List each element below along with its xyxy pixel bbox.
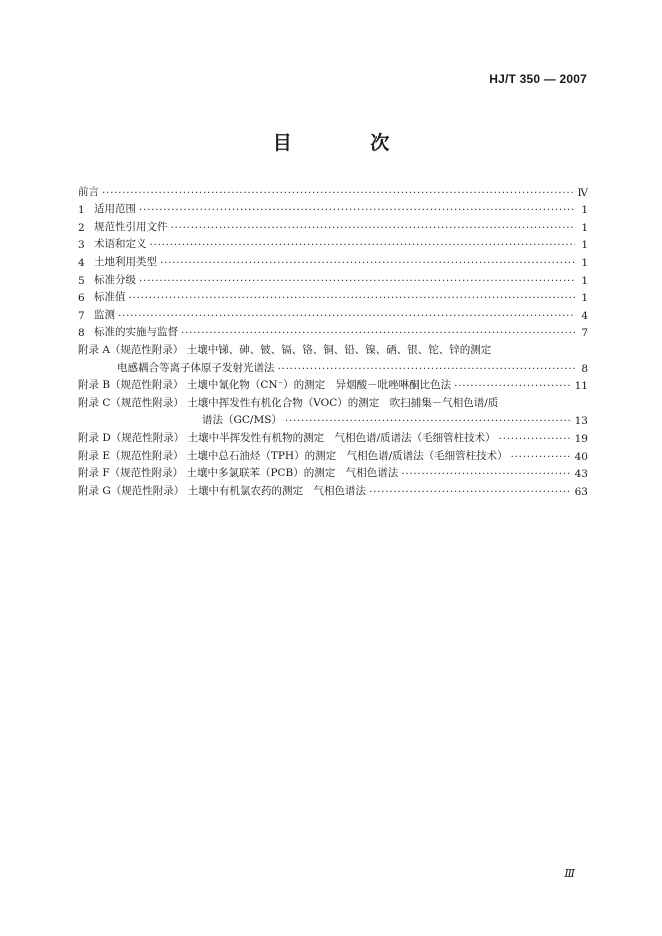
leader-dots [102,187,575,199]
page-title: 目 次 [272,132,426,154]
toc-entry-page: 11 [574,380,588,393]
toc-entry-label: 前言 [78,185,99,198]
table-of-contents [78,181,588,498]
toc-entry-page: 1 [581,204,588,217]
toc-entry-label: 谱法（GC/MS） [202,414,282,427]
toc-entry-label: 附录 F（规范性附录） 土壤中多氯联苯（PCB）的测定 气相色谱法 [78,467,399,480]
leader-dots [129,292,576,304]
toc-entry-appendix-g[interactable] [78,480,588,498]
toc-entry-page: 1 [581,274,588,287]
leader-dots [139,204,575,216]
toc-entry-number: 2 [78,221,85,234]
toc-entry-label: 标准值 [94,291,126,304]
toc-entry-appendix-c[interactable] [78,392,588,410]
toc-entry-label: 电感耦合等离子体原子发射光谱法 [117,361,275,374]
toc-entry-label: 附录 B（规范性附录） 土壤中氰化物（CN⁻）的测定 异烟酸－吡唑啉酮比色法 [78,379,452,392]
toc-entry-label: 监测 [94,308,115,321]
leader-dots [454,380,571,392]
toc-entry-appendix-c-cont[interactable] [78,410,588,428]
toc-entry-label: 附录 D（规范性附录） 土壤中半挥发性有机物的测定 气相色谱/质谱法（毛细管柱技术） [78,431,496,444]
toc-entry-label: 标准的实施与监督 [94,326,178,339]
toc-entry-number: 7 [78,309,85,322]
toc-entry-page: 1 [581,256,588,269]
toc-entry-label: 附录 A（规范性附录） 土壤中锑、砷、铍、镉、铬、铜、铅、镍、硒、银、铊、锌的测定 [78,343,492,356]
leader-dots [499,433,572,445]
toc-entry-label: 适用范围 [94,203,136,216]
toc-entry-number: 8 [78,327,85,340]
toc-entry-number: 3 [78,239,85,252]
toc-entry-appendix-f[interactable] [78,463,588,481]
toc-entry-page: 19 [574,432,588,445]
toc-entry-page: 1 [581,221,588,234]
toc-entry-page: 1 [581,292,588,305]
toc-entry-page: 8 [581,362,588,375]
toc-entry-appendix-d[interactable] [78,427,588,445]
toc-entry-page: 13 [574,415,588,428]
leader-dots [171,222,576,234]
toc-entry-page: 43 [574,468,588,481]
toc-entry-page: 63 [574,485,588,498]
toc-entry-label: 土地利用类型 [94,255,157,268]
toc-entry-1[interactable] [78,199,588,217]
leader-dots [150,239,576,251]
toc-entry-7[interactable] [78,304,588,322]
toc-entry-6[interactable] [78,287,588,305]
leader-dots [139,275,575,287]
leader-dots [511,451,572,463]
leader-dots [401,468,571,480]
toc-entry-number: 5 [78,274,85,287]
toc-entry-label: 附录 C（规范性附录） 土壤中挥发性有机化合物（VOC）的测定 吹扫捕集－气相色谱/质 [78,396,499,409]
leader-dots [285,415,572,427]
page-number: Ⅲ [564,867,575,880]
toc-entry-label: 标准分级 [94,273,136,286]
toc-entry-number: 6 [78,292,85,305]
document-code: HJ/T 350 — 2007 [489,72,587,86]
leader-dots [278,363,576,375]
leader-dots [369,486,572,498]
toc-entry-page: 40 [574,450,588,463]
toc-entry-appendix-b[interactable] [78,375,588,393]
leader-dots [118,310,575,322]
toc-entry-page: 7 [581,327,588,340]
leader-dots [181,327,575,339]
toc-entry-page: 4 [581,309,588,322]
toc-entry-label: 附录 E（规范性附录） 土壤中总石油烃（TPH）的测定 气相色谱/质谱法（毛细管柱技术） [78,449,508,462]
toc-entry-label: 附录 G（规范性附录） 土壤中有机氯农药的测定 气相色谱法 [78,484,367,497]
toc-entry-page: 1 [581,239,588,252]
toc-entry-5[interactable] [78,269,588,287]
toc-entry-8[interactable] [78,322,588,340]
toc-entry-2[interactable] [78,216,588,234]
toc-entry-4[interactable] [78,251,588,269]
leader-dots [160,257,575,269]
toc-entry-number: 1 [78,204,85,217]
toc-entry-number: 4 [78,256,85,269]
toc-entry-appendix-a-cont[interactable] [78,357,588,375]
toc-entry-page: Ⅳ [577,186,588,199]
toc-entry-label: 术语和定义 [94,238,147,251]
toc-entry-label: 规范性引用文件 [94,220,168,233]
toc-entry-appendix-e[interactable] [78,445,588,463]
toc-entry-3[interactable] [78,234,588,252]
toc-entry-foreword[interactable] [78,181,588,199]
toc-entry-appendix-a[interactable] [78,339,588,357]
